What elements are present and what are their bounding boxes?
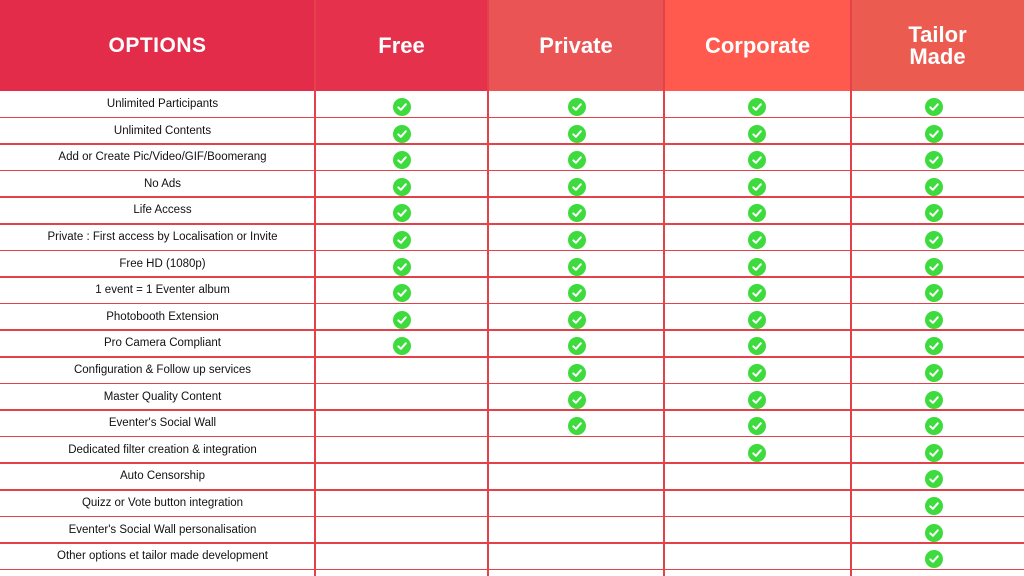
table-row bbox=[0, 517, 1024, 544]
feature-label: Unlimited Contents bbox=[113, 124, 212, 137]
check-circle-icon bbox=[568, 284, 586, 302]
check-circle-icon bbox=[393, 178, 411, 196]
table-row bbox=[0, 463, 1024, 490]
table-row bbox=[0, 171, 1024, 198]
check-circle-icon bbox=[568, 417, 586, 435]
feature-label: Auto Censorship bbox=[119, 470, 206, 483]
check-circle-icon bbox=[568, 151, 586, 169]
check-circle-icon bbox=[925, 470, 943, 488]
check-circle-icon bbox=[748, 444, 766, 462]
check-circle-icon bbox=[748, 178, 766, 196]
check-circle-icon bbox=[925, 98, 943, 116]
feature-label: Photobooth Extension bbox=[106, 310, 219, 323]
check-circle-icon bbox=[748, 258, 766, 276]
feature-label: Quizz or Vote button integration bbox=[81, 497, 244, 509]
check-circle-icon bbox=[568, 178, 586, 196]
feature-label: Eventer's Social Wall bbox=[108, 417, 217, 430]
check-circle-icon bbox=[925, 204, 943, 222]
table-row bbox=[0, 384, 1024, 411]
check-circle-icon bbox=[748, 417, 766, 435]
check-circle-icon bbox=[925, 417, 943, 435]
check-circle-icon bbox=[393, 204, 411, 222]
plan-header-corporate bbox=[664, 0, 851, 91]
feature-label: Add or Create Pic/Video/GIF/Boomerang bbox=[58, 151, 267, 164]
check-circle-icon bbox=[925, 258, 943, 276]
check-circle-icon bbox=[568, 204, 586, 222]
check-circle-icon bbox=[568, 231, 586, 249]
check-circle-icon bbox=[568, 337, 586, 355]
table-row bbox=[0, 543, 1024, 570]
check-circle-icon bbox=[748, 391, 766, 409]
check-circle-icon bbox=[925, 364, 943, 382]
check-circle-icon bbox=[925, 444, 943, 462]
table-row bbox=[0, 330, 1024, 357]
check-circle-icon bbox=[748, 151, 766, 169]
check-circle-icon bbox=[925, 231, 943, 249]
table-row bbox=[0, 91, 1024, 118]
check-circle-icon bbox=[393, 151, 411, 169]
table-row bbox=[0, 277, 1024, 304]
table-row bbox=[0, 144, 1024, 171]
check-circle-icon bbox=[393, 125, 411, 143]
check-circle-icon bbox=[393, 311, 411, 329]
feature-label: Eventer's Social Wall personalisation bbox=[68, 523, 257, 536]
feature-label: Private : First access by Localisation or Invite bbox=[47, 231, 278, 243]
check-circle-icon bbox=[393, 98, 411, 116]
check-circle-icon bbox=[748, 311, 766, 329]
plan-header-label: Free bbox=[378, 32, 425, 58]
feature-label: Unlimited Participants bbox=[106, 98, 219, 110]
table-row bbox=[0, 437, 1024, 464]
check-circle-icon bbox=[925, 151, 943, 169]
check-circle-icon bbox=[925, 497, 943, 515]
feature-label: Configuration & Follow up services bbox=[73, 364, 252, 376]
check-circle-icon bbox=[925, 550, 943, 568]
options-header-label: OPTIONS bbox=[108, 33, 207, 57]
check-circle-icon bbox=[393, 284, 411, 302]
row-divider bbox=[0, 569, 1024, 571]
check-circle-icon bbox=[925, 178, 943, 196]
check-circle-icon bbox=[925, 337, 943, 355]
check-circle-icon bbox=[568, 364, 586, 382]
options-header bbox=[0, 0, 315, 91]
check-circle-icon bbox=[568, 311, 586, 329]
check-circle-icon bbox=[393, 231, 411, 249]
feature-label: No Ads bbox=[143, 177, 182, 190]
table-row bbox=[0, 304, 1024, 331]
feature-label: Dedicated filter creation & integration bbox=[68, 443, 257, 456]
plan-header-label: Tailor Made bbox=[908, 21, 967, 69]
table-row bbox=[0, 490, 1024, 517]
feature-label: Free HD (1080p) bbox=[119, 257, 206, 270]
check-circle-icon bbox=[568, 258, 586, 276]
plan-header-tailor-made bbox=[851, 0, 1024, 91]
check-circle-icon bbox=[748, 284, 766, 302]
check-circle-icon bbox=[925, 391, 943, 409]
feature-label: Master Quality Content bbox=[103, 390, 222, 403]
table-row bbox=[0, 357, 1024, 384]
table-row bbox=[0, 251, 1024, 278]
feature-label: Pro Camera Compliant bbox=[104, 337, 221, 350]
plan-header-private bbox=[488, 0, 664, 91]
check-circle-icon bbox=[925, 125, 943, 143]
feature-label: Other options et tailor made development bbox=[57, 550, 268, 563]
table-row bbox=[0, 224, 1024, 251]
plan-header-label: Private bbox=[539, 32, 613, 58]
check-circle-icon bbox=[568, 98, 586, 116]
plan-header-free bbox=[315, 0, 488, 91]
check-circle-icon bbox=[748, 364, 766, 382]
plan-header-label: Corporate bbox=[704, 32, 811, 58]
check-circle-icon bbox=[925, 311, 943, 329]
check-circle-icon bbox=[925, 524, 943, 542]
check-circle-icon bbox=[748, 231, 766, 249]
check-circle-icon bbox=[748, 337, 766, 355]
check-circle-icon bbox=[568, 125, 586, 143]
feature-label: Life Access bbox=[133, 204, 192, 217]
check-circle-icon bbox=[393, 258, 411, 276]
check-circle-icon bbox=[393, 337, 411, 355]
check-circle-icon bbox=[748, 98, 766, 116]
check-circle-icon bbox=[748, 125, 766, 143]
check-circle-icon bbox=[925, 284, 943, 302]
table-row bbox=[0, 197, 1024, 224]
feature-label: 1 event = 1 Eventer album bbox=[95, 284, 230, 297]
check-circle-icon bbox=[748, 204, 766, 222]
table-row bbox=[0, 410, 1024, 437]
table-row bbox=[0, 118, 1024, 145]
check-circle-icon bbox=[568, 391, 586, 409]
